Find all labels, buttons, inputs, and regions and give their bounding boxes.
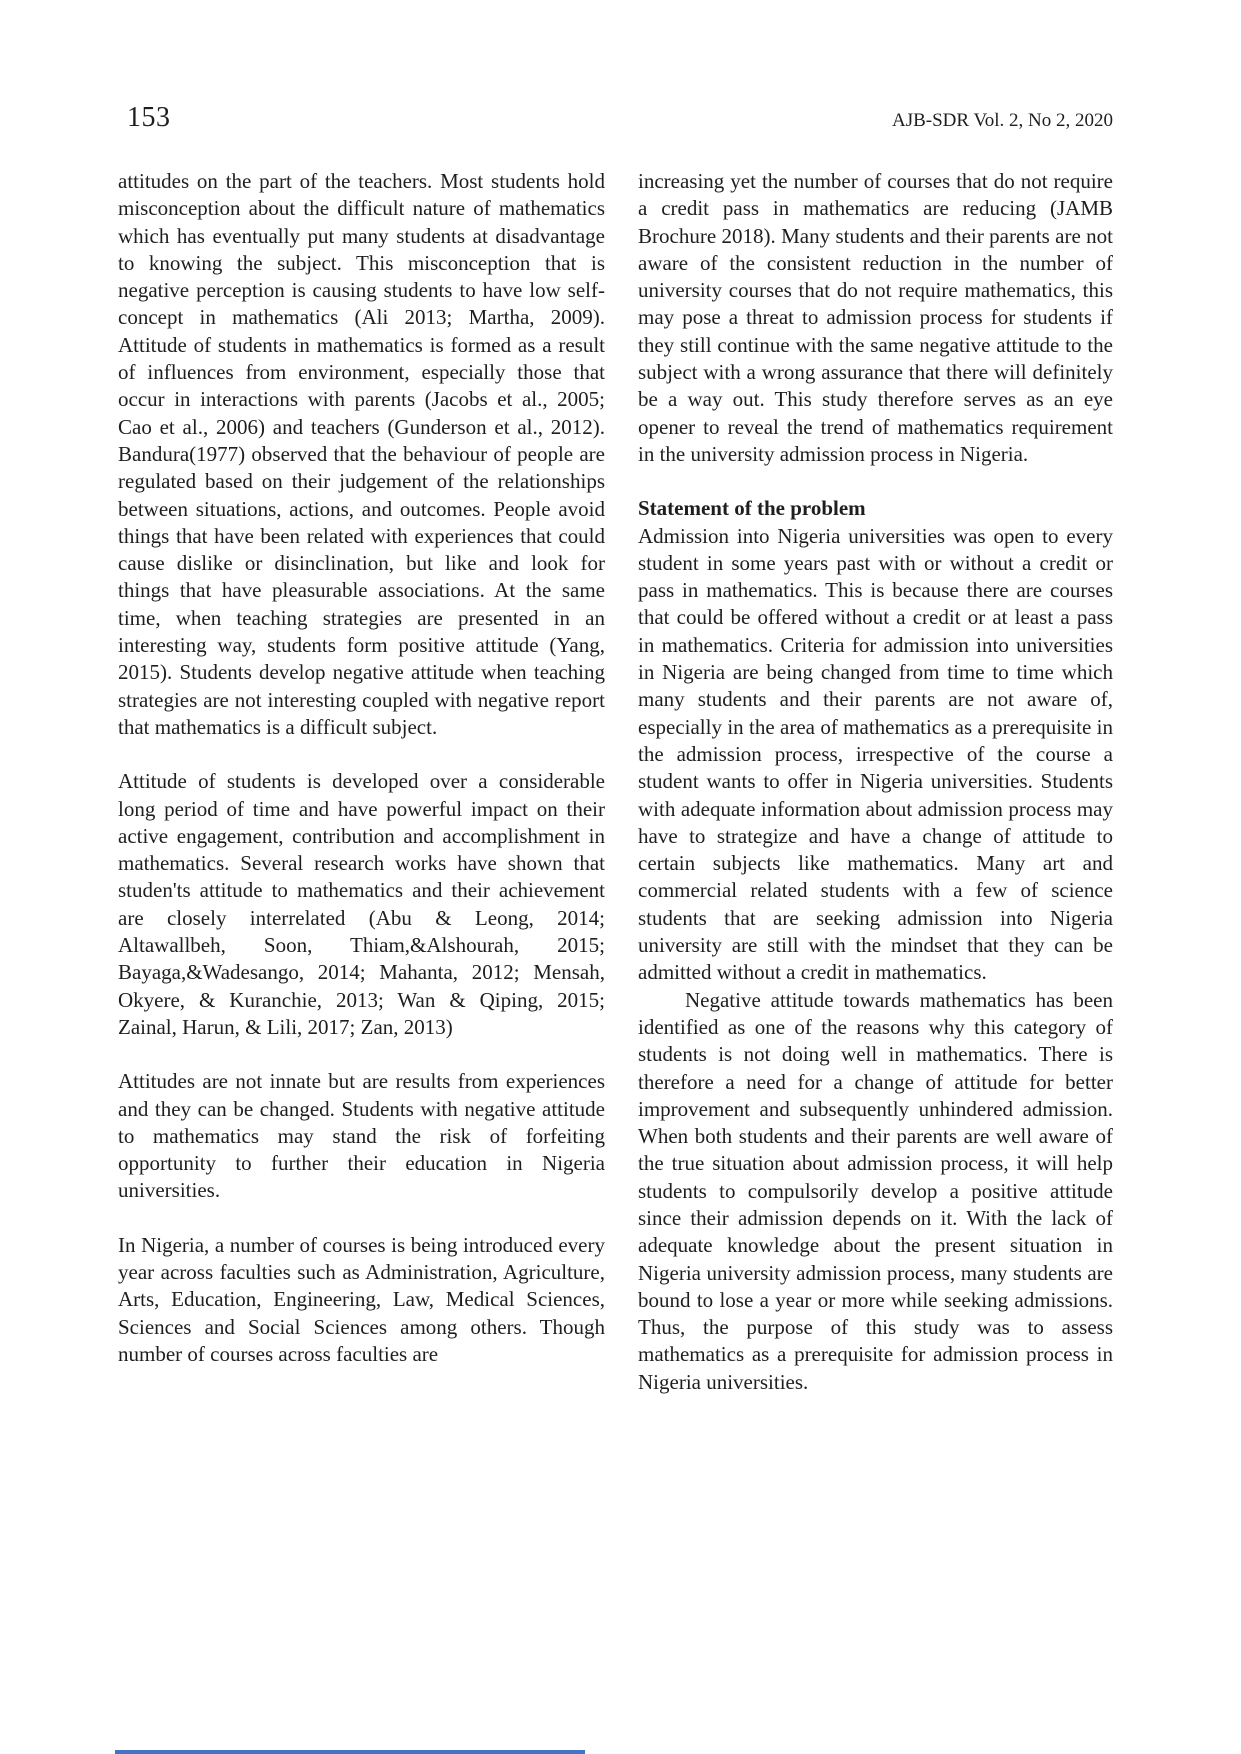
left-column: [118, 168, 605, 1396]
page-header: [127, 102, 1113, 134]
paragraph-courses-reducing: increasing yet the number of courses that do not require a credit pass in mathematics are reducing (JAMB Brochure 2018). Many students and their parents are not aware of the consistent reduction in the number of university courses that do not require mathematics, this may pose a threat to admission process for students if they still continue with the same negative attitude to the subject with a wrong assurance that there will definitely be a way out. This study therefore serves as an eye opener to reveal the trend of mathematics requirement in the university admission process in Nigeria.: [638, 169, 1113, 466]
paragraph-admission-criteria: Admission into Nigeria universities was open to every student in some years past with or without a credit or pass in mathematics. This is because there are courses that could be offered without a credit or at least a pass in mathematics. Criteria for admission into universities in Nigeria are being changed from time to time which many students and their parents are not aware of, especially in the area of mathematics as a prerequisite in the admission process, irrespective of the course a student wants to offer in Nigeria universities. Students with adequate information about admission process may have to strategize and have a change of attitude to certain subjects like mathematics. Many art and commercial related students with a few of science students that are seeking admission into Nigeria university are still with the mindset that they can be admitted without a credit in mathematics.: [638, 523, 1113, 985]
paragraph-attitude-development: Attitude of students is developed over a considerable long period of time and have powerful impact on their active engagement, contribution and accomplishment in mathematics. Several research works have shown that studen'ts attitude to mathematics and their achievement are closely interrelated (Abu & Leong, 2014; Altawallbeh, Soon, Thiam,&Alshourah, 2015; Bayaga,&Wadesango, 2014; Mahanta, 2012; Mensah, Okyere, & Kuranchie, 2013; Wan & Qiping, 2015; Zainal, Harun, & Lili, 2017; Zan, 2013): [118, 769, 605, 1039]
paragraph-attitudes-teachers: attitudes on the part of the teachers. Most students hold misconception about the difficult nature of mathematics which has eventually put many students at disadvantage to knowing the subject. This misconception that is negative perception is causing students to have low self-concept in mathematics (Ali 2013; Martha, 2009). Attitude of students in mathematics is formed as a result of influences from environment, especially those that occur in interactions with parents (Jacobs et al., 2005; Cao et al., 2006) and teachers (Gunderson et al., 2012). Bandura(1977) observed that the behaviour of people are regulated based on their judgement of the relationships between situations, actions, and outcomes. People avoid things that have been related with experiences that could cause dislike or disinclination, but like and look for things that have pleasurable associations. At the same time, when teaching strategies are presented in an interesting way, students form positive attitude (Yang, 2015). Students develop negative attitude when teaching strategies are not interesting coupled with negative report that mathematics is a difficult subject.: [118, 169, 605, 739]
right-column: [638, 168, 1113, 1396]
two-column-body: [118, 168, 1113, 1396]
section-heading-statement-of-problem: Statement of the problem: [638, 496, 866, 521]
journal-reference: AJB-SDR Vol. 2, No 2, 2020: [891, 110, 1113, 131]
page-number: 153: [127, 102, 171, 133]
footer-rule: [115, 1750, 585, 1754]
paragraph-negative-attitude: Negative attitude towards mathematics has been identified as one of the reasons why this category of students is not doing well in mathematics. There is therefore a need for a change of attitude for better improvement and subsequently unhindered admission. When both students and their parents are well aware of the true situation about admission process, it will help students to compulsorily develop a positive attitude since their admission depends on it. With the lack of adequate knowledge about the present situation in Nigeria university admission process, many students are bound to lose a year or more while seeking admissions. Thus, the purpose of this study was to assess mathematics as a prerequisite for admission process in Nigeria universities.: [638, 987, 1113, 1394]
paragraph-nigeria-courses: In Nigeria, a number of courses is being introduced every year across faculties such as Administration, Agriculture, Arts, Education, Engineering, Law, Medical Sciences, Sciences and Social Sciences among others. Though number of courses across faculties are: [118, 1232, 605, 1366]
paragraph-attitudes-not-innate: Attitudes are not innate but are results from experiences and they can be changed. Students with negative attitude to mathematics may stand the risk of forfeiting opportunity to further their education in Nigeria universities.: [118, 1069, 605, 1203]
